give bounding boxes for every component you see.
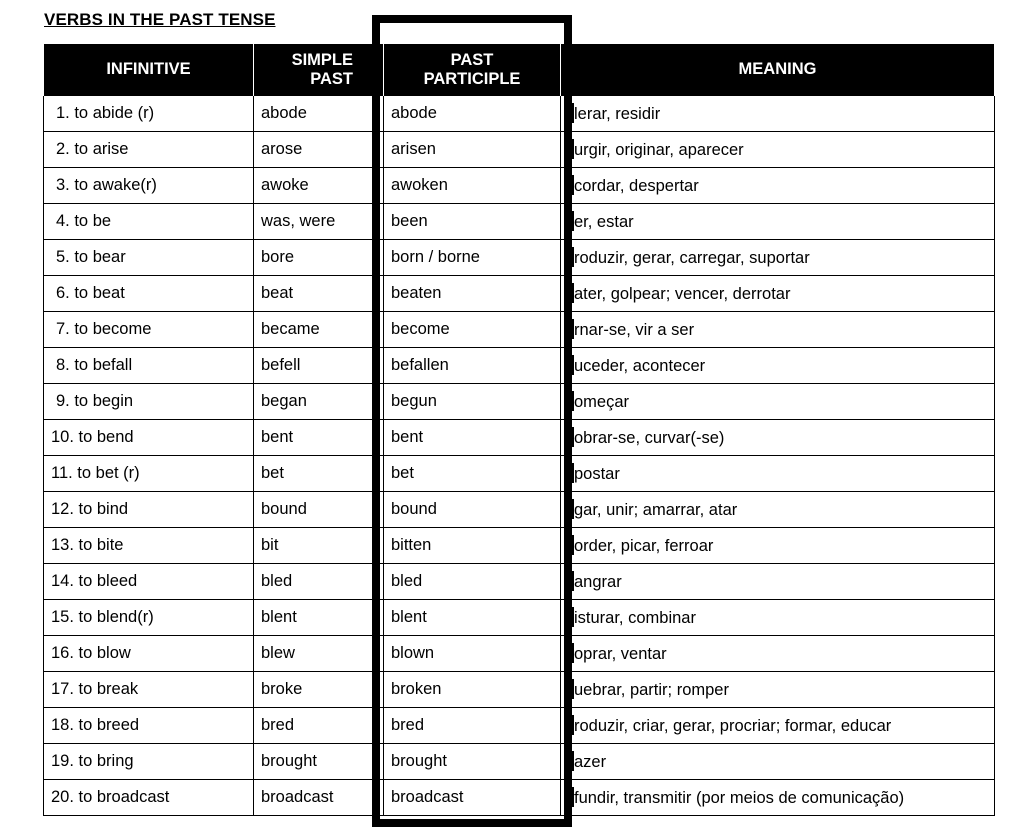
meaning-text: angrar: [574, 573, 622, 591]
cell-meaning: [561, 240, 995, 276]
cell-infinitive: 10. to bend: [44, 420, 254, 456]
cursor-mark-icon: [565, 427, 574, 447]
table-row: [44, 420, 995, 456]
table-row: [44, 348, 995, 384]
table-row: [44, 672, 995, 708]
cell-meaning: [561, 456, 995, 492]
cell-simple-past: awoke: [254, 168, 378, 204]
cell-meaning: [561, 636, 995, 672]
meaning-text: er, estar: [574, 213, 634, 231]
cell-infinitive: 19. to bring: [44, 744, 254, 780]
meaning-text: isturar, combinar: [574, 609, 696, 627]
cell-past-participle: abode: [384, 96, 561, 132]
cursor-mark-icon: [565, 355, 574, 375]
cell-past-participle: arisen: [384, 132, 561, 168]
cell-simple-past: bet: [254, 456, 378, 492]
cell-infinitive: 11. to bet (r): [44, 456, 254, 492]
cell-meaning: [561, 600, 995, 636]
cell-meaning: [561, 492, 995, 528]
cell-past-participle: blent: [384, 600, 561, 636]
cell-simple-past: was, were: [254, 204, 378, 240]
cell-meaning: [561, 528, 995, 564]
table-row: [44, 168, 995, 204]
cell-past-participle: become: [384, 312, 561, 348]
cursor-mark-icon: [565, 571, 574, 591]
table-row: [44, 204, 995, 240]
cell-simple-past: broadcast: [254, 780, 378, 816]
cell-past-participle: bet: [384, 456, 561, 492]
cell-past-participle: awoken: [384, 168, 561, 204]
cursor-mark-icon: [565, 463, 574, 483]
cell-infinitive: 3. to awake(r): [44, 168, 254, 204]
table-row: [44, 276, 995, 312]
cell-infinitive: 7. to become: [44, 312, 254, 348]
cell-meaning: [561, 168, 995, 204]
document-title: VERBS IN THE PAST TENSE: [44, 10, 276, 29]
header-simple-past: [254, 44, 378, 96]
cursor-mark-icon: [565, 679, 574, 699]
table-row: [44, 708, 995, 744]
cell-simple-past: bore: [254, 240, 378, 276]
cursor-mark-icon: [565, 607, 574, 627]
meaning-text: azer: [574, 753, 607, 771]
cell-simple-past: bred: [254, 708, 378, 744]
table-row: [44, 564, 995, 600]
table-row: [44, 744, 995, 780]
cell-infinitive: 18. to breed: [44, 708, 254, 744]
cursor-mark-icon: [565, 175, 574, 195]
meaning-text: gar, unir; amarrar, atar: [574, 501, 738, 519]
cell-infinitive: 16. to blow: [44, 636, 254, 672]
cell-simple-past: broke: [254, 672, 378, 708]
cell-simple-past: arose: [254, 132, 378, 168]
table-row: [44, 492, 995, 528]
cell-past-participle: born / borne: [384, 240, 561, 276]
cell-simple-past: became: [254, 312, 378, 348]
cell-infinitive: 15. to blend(r): [44, 600, 254, 636]
meaning-text: cordar, despertar: [574, 177, 699, 195]
cell-past-participle: blown: [384, 636, 561, 672]
cell-meaning: [561, 744, 995, 780]
cell-infinitive: 8. to befall: [44, 348, 254, 384]
cell-meaning: [561, 132, 995, 168]
cell-past-participle: bled: [384, 564, 561, 600]
header-past-participle-line2: PARTICIPLE: [423, 69, 521, 88]
cell-simple-past: blent: [254, 600, 378, 636]
cell-simple-past: abode: [254, 96, 378, 132]
cell-simple-past: began: [254, 384, 378, 420]
header-simple-past-line1: SIMPLE: [291, 50, 353, 69]
cursor-mark-icon: [565, 103, 574, 123]
cell-meaning: [561, 312, 995, 348]
cell-infinitive: 9. to begin: [44, 384, 254, 420]
cell-infinitive: 12. to bind: [44, 492, 254, 528]
cursor-mark-icon: [565, 751, 574, 771]
cell-meaning: [561, 384, 995, 420]
cell-past-participle: bred: [384, 708, 561, 744]
meaning-text: rnar-se, vir a ser: [574, 321, 695, 339]
cell-meaning: [561, 276, 995, 312]
cell-past-participle: bitten: [384, 528, 561, 564]
cell-infinitive: 2. to arise: [44, 132, 254, 168]
cursor-mark-icon: [565, 319, 574, 339]
cursor-mark-icon: [565, 247, 574, 267]
table-row: [44, 240, 995, 276]
cursor-mark-icon: [565, 535, 574, 555]
table-row: [44, 132, 995, 168]
cell-past-participle: bound: [384, 492, 561, 528]
cursor-mark-icon: [565, 643, 574, 663]
cell-simple-past: bent: [254, 420, 378, 456]
cell-meaning: [561, 420, 995, 456]
cell-meaning: [561, 708, 995, 744]
cell-past-participle: befallen: [384, 348, 561, 384]
cell-meaning: [561, 564, 995, 600]
cell-simple-past: brought: [254, 744, 378, 780]
meaning-text: uebrar, partir; romper: [574, 681, 729, 699]
meaning-text: roduzir, gerar, carregar, suportar: [574, 249, 810, 267]
cell-past-participle: been: [384, 204, 561, 240]
cursor-mark-icon: [565, 283, 574, 303]
meaning-text: ater, golpear; vencer, derrotar: [574, 285, 791, 303]
cell-simple-past: bit: [254, 528, 378, 564]
header-infinitive: INFINITIVE: [44, 44, 254, 96]
table-row: [44, 780, 995, 816]
cell-simple-past: befell: [254, 348, 378, 384]
cell-infinitive: 20. to broadcast: [44, 780, 254, 816]
header-past-participle-line1: PAST: [450, 50, 494, 69]
cell-simple-past: beat: [254, 276, 378, 312]
header-past-participle: [384, 44, 561, 96]
table-row: [44, 456, 995, 492]
meaning-text: oprar, ventar: [574, 645, 667, 663]
cursor-mark-icon: [565, 211, 574, 231]
table-header: [44, 44, 995, 96]
verbs-table: [43, 44, 995, 816]
cell-meaning: [561, 96, 995, 132]
cell-past-participle: brought: [384, 744, 561, 780]
cell-past-participle: bent: [384, 420, 561, 456]
cell-infinitive: 14. to bleed: [44, 564, 254, 600]
meaning-text: lerar, residir: [574, 105, 661, 123]
cursor-mark-icon: [565, 499, 574, 519]
cell-infinitive: 4. to be: [44, 204, 254, 240]
cell-infinitive: 5. to bear: [44, 240, 254, 276]
cell-infinitive: 13. to bite: [44, 528, 254, 564]
table-row: [44, 528, 995, 564]
cell-past-participle: broadcast: [384, 780, 561, 816]
cell-simple-past: blew: [254, 636, 378, 672]
meaning-text: postar: [574, 465, 620, 483]
meaning-text: urgir, originar, aparecer: [574, 141, 744, 159]
meaning-text: roduzir, criar, gerar, procriar; formar, educar: [574, 717, 892, 735]
cell-past-participle: beaten: [384, 276, 561, 312]
table-row: [44, 312, 995, 348]
table-row: [44, 384, 995, 420]
table-row: [44, 636, 995, 672]
cursor-mark-icon: [565, 139, 574, 159]
cell-past-participle: begun: [384, 384, 561, 420]
cell-simple-past: bled: [254, 564, 378, 600]
cell-simple-past: bound: [254, 492, 378, 528]
meaning-text: omeçar: [574, 393, 630, 411]
cell-infinitive: 1. to abide (r): [44, 96, 254, 132]
table-row: [44, 96, 995, 132]
table-row: [44, 600, 995, 636]
header-meaning: MEANING: [561, 44, 995, 96]
cell-meaning: [561, 780, 995, 816]
cell-meaning: [561, 672, 995, 708]
header-simple-past-line2: PAST: [310, 69, 353, 88]
cell-infinitive: 17. to break: [44, 672, 254, 708]
meaning-text: obrar-se, curvar(-se): [574, 429, 725, 447]
cursor-mark-icon: [565, 391, 574, 411]
cell-meaning: [561, 348, 995, 384]
meaning-text: order, picar, ferroar: [574, 537, 714, 555]
table-body: [44, 96, 995, 816]
cell-meaning: [561, 204, 995, 240]
cursor-mark-icon: [565, 715, 574, 735]
cell-infinitive: 6. to beat: [44, 276, 254, 312]
cell-past-participle: broken: [384, 672, 561, 708]
cursor-mark-icon: [565, 787, 574, 807]
meaning-text: fundir, transmitir (por meios de comunicação): [574, 789, 905, 807]
meaning-text: uceder, acontecer: [574, 357, 706, 375]
